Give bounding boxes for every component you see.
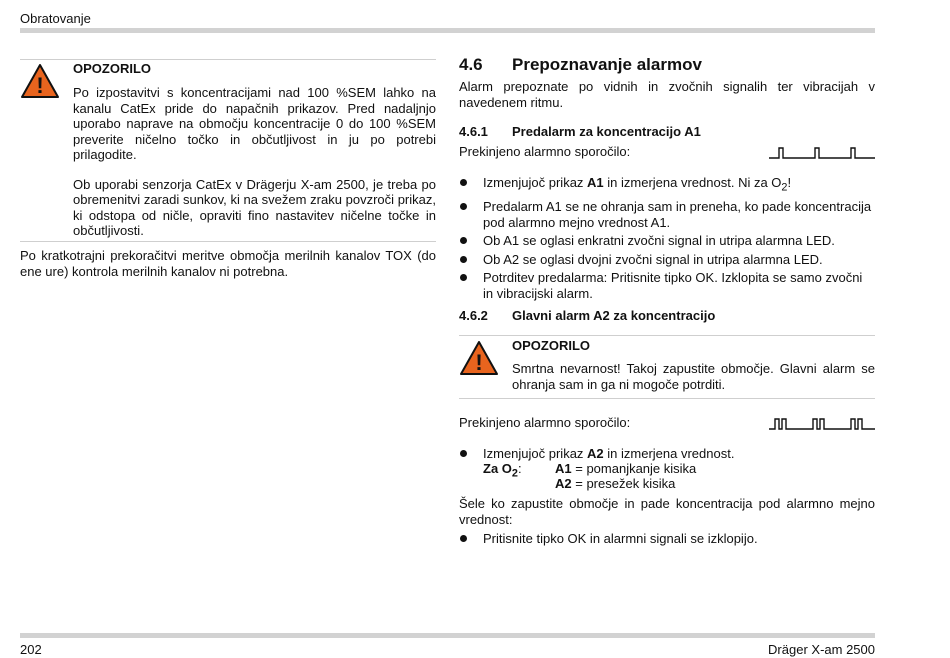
list-item: Ob A1 se oglasi enkratni zvočni signal in utripa alarmna LED. — [459, 233, 875, 249]
warning2-top-rule — [459, 335, 875, 336]
section-intro: Alarm prepoznate po vidnih in zvočnih signalih ter vibracijah v navedenem ritmu. — [459, 79, 875, 110]
warning-title: OPOZORILO — [512, 338, 590, 353]
predalarm-list — [459, 175, 875, 304]
bullet-dot — [460, 203, 467, 210]
list-item: Izmenjujoč prikaz A1 in izmerjena vrednost. Ni za $O_2$! — [459, 175, 875, 196]
warning2-bottom-rule — [459, 398, 875, 399]
subsection-heading-2 — [459, 308, 875, 323]
bullet-dot — [460, 450, 467, 457]
section-number: 4.6 — [459, 55, 483, 74]
svg-text:!: ! — [36, 73, 44, 98]
warning-bottom-rule — [20, 241, 436, 242]
list-item: Predalarm A1 se ne ohranja sam in preneha, ko pade koncentracija pod alarmno mejno vrednost A1. — [459, 199, 875, 230]
running-header: Obratovanje — [20, 11, 91, 26]
bullet-dot — [460, 274, 467, 281]
list-item: Pritisnite tipko OK in alarmni signali se izklopijo. — [459, 531, 875, 547]
warning-paragraph-2: Ob uporabi senzorja CatEx v Drägerju X-am 2500, je treba po obremenitvi zaradi sunkov, ki na svežem zraku povzroči prikaz, ki odstopa od ničle, opraviti fino nastavitev ničelne točke in občutljivosti. — [73, 176, 436, 238]
subsection-number-1: 4.6.1 — [459, 124, 488, 139]
bullet-dot — [460, 535, 467, 542]
warning-icon — [459, 340, 499, 376]
warning-box-right — [512, 338, 875, 392]
bullet-dot — [460, 237, 467, 244]
header-rule — [20, 28, 875, 33]
section-title: Prepoznavanje alarmov — [512, 55, 702, 74]
subsection-number-2: 4.6.2 — [459, 308, 488, 323]
subsection-heading-1 — [459, 124, 875, 139]
signal-pattern-predalarm — [769, 146, 875, 160]
warning-icon — [20, 63, 60, 99]
main-alarm-list — [459, 446, 875, 462]
warning-text: Smrtna nevarnost! Takoj zapustite območje. Glavni alarm se ohranja sam in ga ni mogoče potrditi. — [512, 361, 875, 392]
footer-rule — [20, 633, 875, 638]
svg-text:!: ! — [475, 350, 483, 375]
bullet-dot — [460, 256, 467, 263]
warning-title: OPOZORILO — [73, 61, 151, 76]
subsection-title-2: Glavni alarm A2 za koncentracijo — [512, 308, 716, 323]
note-paragraph: Po kratkotrajni prekoračitvi meritve območja merilnih kanalov TOX (do ene ure) kontrola merilnih kanalov ni potrebna. — [20, 248, 436, 279]
final-list — [459, 531, 875, 550]
subsection-title-1: Predalarm za koncentracijo A1 — [512, 124, 701, 139]
page-number: 202 — [20, 642, 42, 657]
bullet-dot — [460, 179, 467, 186]
product-name: Dräger X-am 2500 — [768, 642, 875, 657]
section-heading — [459, 55, 875, 75]
warning-paragraph-1: Po izpostavitvi s koncentracijami nad 100 %SEM lahko na kanalu CatEx pride do napačnih prikazov. Pred nadaljnjo uporabo naprave na območju koncentracije 0 do 100 %SEM preverite ničelno točko in občutljivost in ju po potrebi prilagodite. — [73, 85, 436, 162]
o2-definition-row-2: A2 = presežek kisika — [555, 476, 676, 491]
list-item: Potrditev predalarma: Pritisnite tipko OK. Izklopita se samo zvočni in vibracijski alarm. — [459, 270, 875, 301]
signal-label-1: Prekinjeno alarmno sporočilo: — [459, 144, 631, 159]
signal-pattern-main-alarm — [769, 417, 875, 431]
o2-definition-row-1: Za $O_2$: A1 = pomanjkanje kisika — [483, 461, 697, 480]
after-paragraph: Šele ko zapustite območje in pade koncentracija pod alarmno mejno vrednost: — [459, 496, 875, 527]
warning-top-rule — [20, 59, 436, 60]
list-item: Ob A2 se oglasi dvojni zvočni signal in utripa alarmna LED. — [459, 252, 875, 268]
list-item: Izmenjujoč prikaz A2 in izmerjena vrednost. — [459, 446, 875, 462]
signal-label-2: Prekinjeno alarmno sporočilo: — [459, 415, 631, 430]
warning-box-left — [73, 61, 436, 239]
